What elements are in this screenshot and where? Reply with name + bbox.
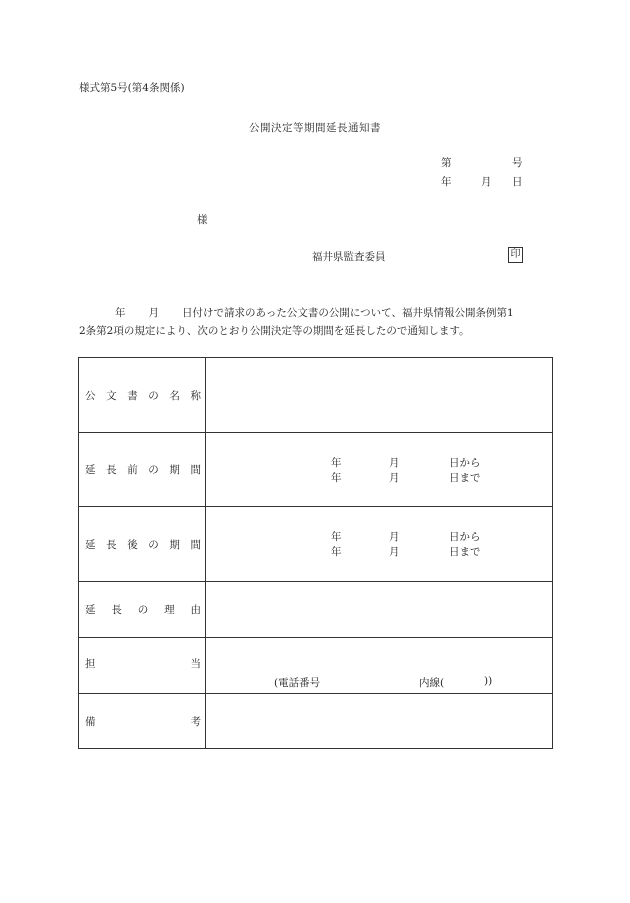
notice-table: [78, 357, 553, 749]
body-line1-text: 日付けで請求のあった公文書の公開について、福井県情報公開条例第1: [182, 307, 514, 319]
label-text: [85, 462, 201, 477]
label-period-before: [85, 462, 201, 477]
label-char: 当: [190, 658, 201, 670]
sender-name: 福井県監査委員: [312, 251, 386, 263]
label-char: 文: [106, 389, 117, 402]
label-reason: [85, 602, 201, 617]
label-char: 備: [85, 715, 96, 728]
extension-close: )): [484, 675, 493, 687]
label-char: 担: [85, 658, 96, 670]
label-text: [85, 714, 201, 729]
label-char: の: [148, 538, 159, 551]
label-char: 後: [127, 538, 138, 551]
label-char: 書: [127, 389, 138, 402]
label-char: の: [148, 464, 159, 476]
body-month: 月: [148, 307, 159, 319]
date-day: 日: [512, 176, 523, 188]
label-char: 名: [169, 389, 180, 402]
label-char: 期: [169, 464, 180, 476]
seal-stamp: 印: [508, 247, 523, 263]
label-text: [85, 602, 201, 617]
doc-number-prefix: 第: [441, 157, 452, 169]
form-number: 様式第5号(第4条関係): [79, 82, 185, 94]
label-char: 由: [190, 604, 201, 616]
document-title: 公開決定等期間延長通知書: [249, 122, 381, 134]
label-char: 理: [164, 604, 175, 616]
label-char: 公: [85, 389, 96, 402]
label-text: [85, 537, 201, 552]
label-char: 称: [190, 389, 201, 402]
value-reason[interactable]: [206, 582, 553, 638]
label-document-name: [85, 388, 201, 403]
body-line-1: [79, 305, 557, 320]
row-contact: [79, 638, 553, 694]
phone-label: (電話番号: [274, 677, 321, 689]
addressee-suffix: 様: [197, 214, 208, 226]
label-char: 延: [85, 538, 96, 551]
label-char: 間: [190, 538, 201, 551]
extension-label: 内線(: [419, 677, 445, 689]
body-year: 年: [115, 307, 126, 319]
label-char: 考: [190, 715, 201, 728]
row-period-after: [79, 507, 553, 582]
label-char: の: [148, 389, 159, 402]
label-contact: [85, 656, 201, 671]
label-char: 期: [169, 538, 180, 551]
doc-number-suffix: 号: [512, 157, 523, 169]
label-char: 長: [106, 464, 117, 476]
label-char: の: [137, 604, 149, 616]
label-remarks: [85, 714, 201, 729]
row-document-name: [79, 358, 553, 433]
row-reason: [79, 582, 553, 638]
label-char: 延: [85, 464, 96, 476]
label-period-after: [85, 537, 201, 552]
date-year: 年: [441, 176, 452, 188]
label-char: 前: [127, 464, 138, 476]
body-line-2: 2条第2項の規定により、次のとおり公開決定等の期間を延長したので通知します。: [79, 325, 470, 337]
row-remarks: [79, 694, 553, 749]
value-period-after[interactable]: 年 月 日から 年 月 日まで: [206, 507, 553, 582]
row-period-before: [79, 433, 553, 507]
label-char: 長: [111, 604, 122, 616]
date-month: 月: [481, 176, 492, 188]
label-text: [85, 656, 201, 671]
label-char: 間: [190, 464, 201, 476]
value-remarks[interactable]: [206, 694, 553, 749]
value-contact[interactable]: [206, 638, 553, 694]
label-text: [85, 388, 201, 403]
value-document-name[interactable]: [206, 358, 553, 433]
label-char: 延: [85, 604, 96, 616]
value-period-before[interactable]: 年 月 日から 年 月 日まで: [206, 433, 553, 507]
label-char: 長: [106, 538, 117, 551]
